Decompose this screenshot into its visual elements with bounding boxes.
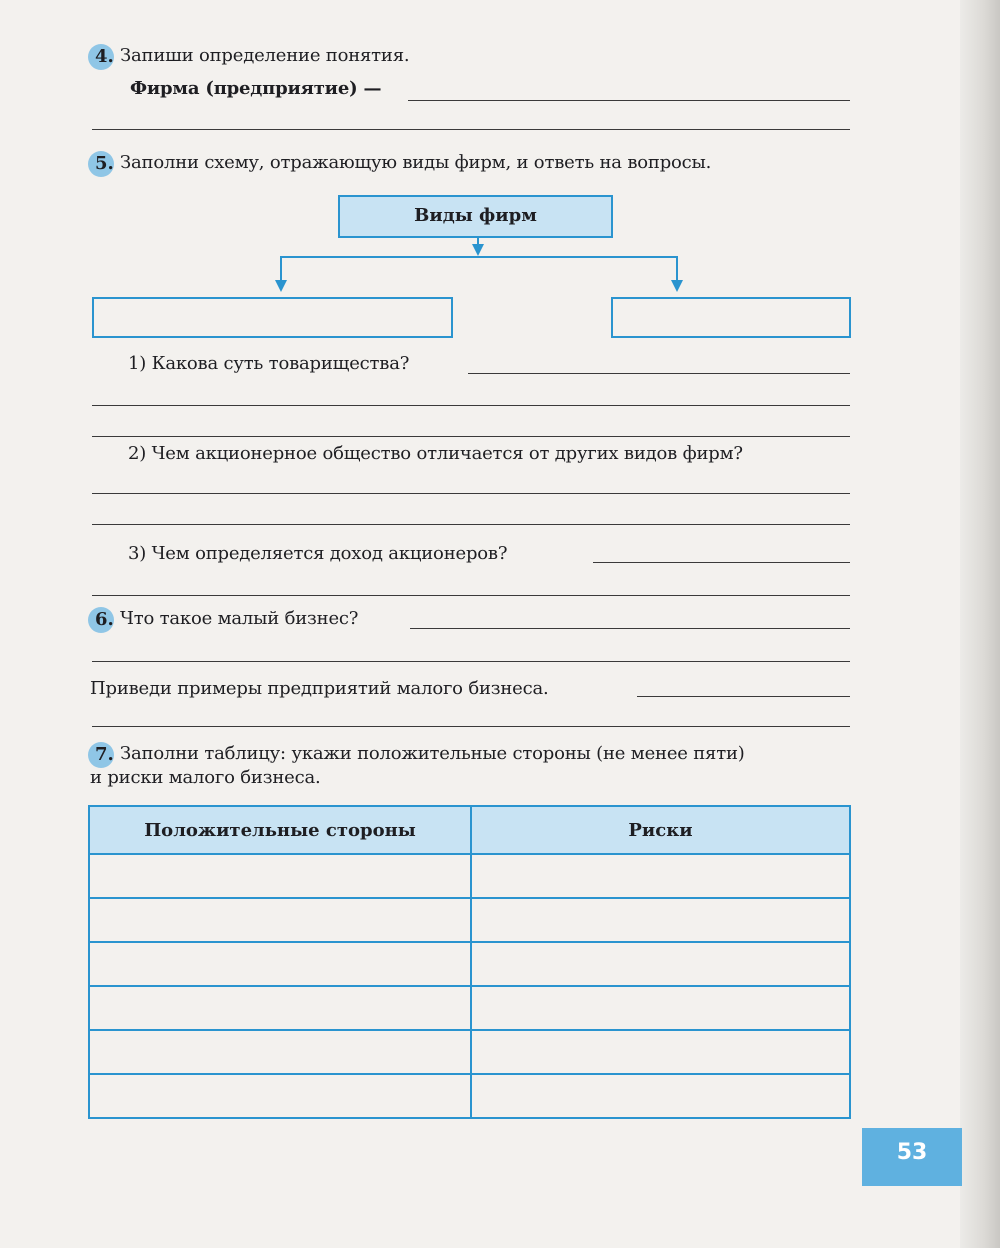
scheme-answer-box-right[interactable] [611,297,851,338]
answer-line[interactable] [593,562,850,563]
risks-cell[interactable] [471,1074,850,1118]
pros-risks-table [88,805,851,1119]
scheme-connector [280,256,677,258]
answer-line[interactable] [92,726,850,727]
task-4-title: Запиши определение понятия. [120,45,410,66]
answer-line[interactable] [92,524,850,525]
scheme-root-box: Виды фирм [338,195,613,238]
task-7-title-line1: Заполни таблицу: укажи положительные стороны (не менее пяти) [120,743,745,764]
task-4-term: Фирма (предприятие) — [130,78,382,99]
task-5-title: Заполни схему, отражающую виды фирм, и ответь на вопросы. [120,152,712,173]
task-6-badge: 6. [88,607,114,633]
answer-line[interactable] [410,628,850,629]
page-edge [960,0,1000,1248]
scheme-answer-box-left[interactable] [92,297,453,338]
risks-cell[interactable] [471,942,850,986]
task-7-badge: 7. [88,742,114,768]
table-row [89,854,850,898]
column-header-risks: Риски [471,806,850,854]
answer-line[interactable] [92,661,850,662]
task-7-title-line2: и риски малого бизнеса. [90,767,321,788]
pros-cell[interactable] [89,986,471,1030]
answer-line[interactable] [468,373,850,374]
page-number: 53 [862,1128,962,1186]
risks-cell[interactable] [471,1030,850,1074]
scheme-connector [676,256,678,282]
arrow-down-icon [472,244,484,256]
risks-cell[interactable] [471,854,850,898]
table-row [89,1074,850,1118]
pros-cell[interactable] [89,898,471,942]
table-row [89,942,850,986]
pros-cell[interactable] [89,1074,471,1118]
answer-line[interactable] [92,595,850,596]
table-row [89,898,850,942]
task-6-examples: Приведи примеры предприятий малого бизнеса. [90,678,549,699]
question-1: 1) Какова суть товарищества? [128,353,410,374]
task-6-title: Что такое малый бизнес? [120,608,359,629]
table-header-row [89,806,850,854]
question-2: 2) Чем акционерное общество отличается от других видов фирм? [128,443,743,464]
task-5-badge: 5. [88,151,114,177]
task-4-badge: 4. [88,44,114,70]
table-row [89,986,850,1030]
arrow-down-icon [275,280,287,292]
pros-cell[interactable] [89,942,471,986]
arrow-down-icon [671,280,683,292]
column-header-pros: Положительные стороны [89,806,471,854]
answer-line[interactable] [92,493,850,494]
risks-cell[interactable] [471,898,850,942]
answer-line[interactable] [92,129,850,130]
answer-line[interactable] [92,405,850,406]
question-3: 3) Чем определяется доход акционеров? [128,543,508,564]
answer-line[interactable] [637,696,850,697]
answer-line[interactable] [92,436,850,437]
pros-cell[interactable] [89,854,471,898]
scheme-connector [280,256,282,282]
answer-line[interactable] [408,100,850,101]
table-row [89,1030,850,1074]
risks-cell[interactable] [471,986,850,1030]
pros-cell[interactable] [89,1030,471,1074]
